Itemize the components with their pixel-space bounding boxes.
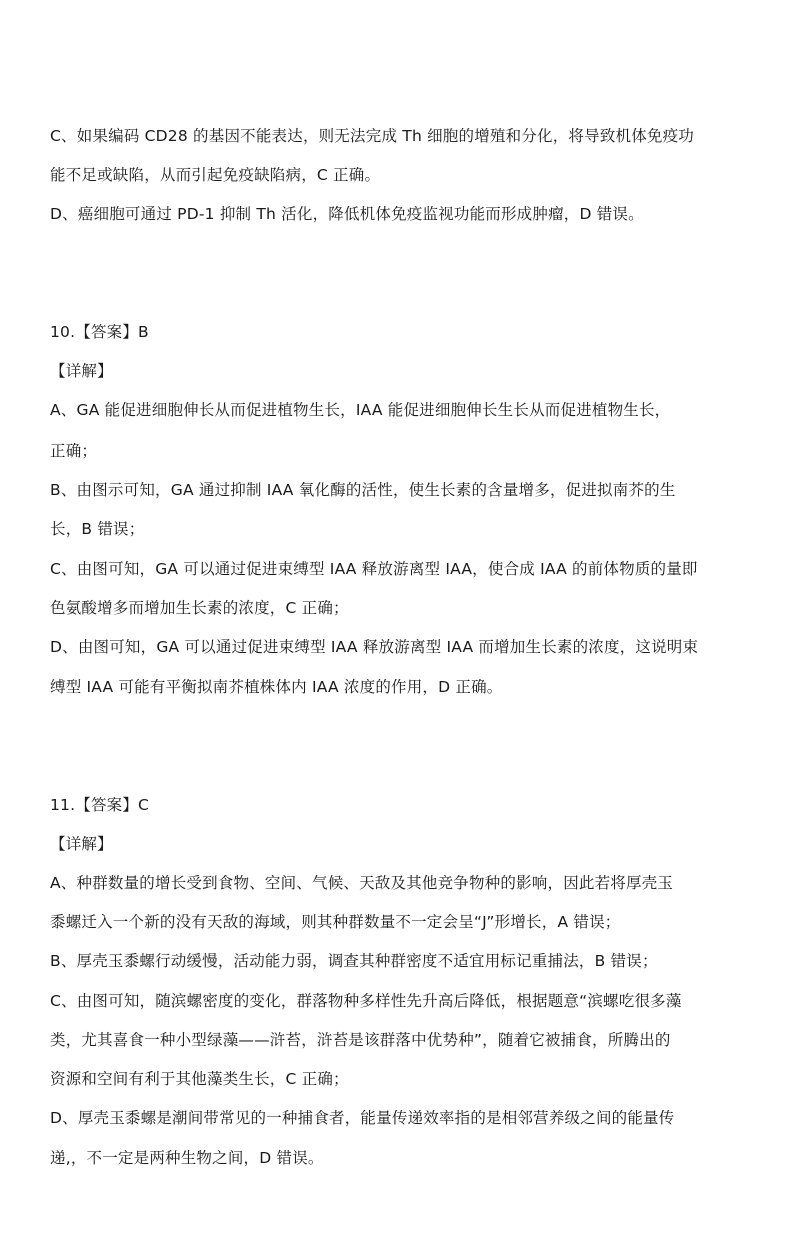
q11-option-a-line1: A、种群数量的增长受到食物、空间、气候、天敌及其他竞争物种的影响，因此若将厚壳玉 xyxy=(50,874,674,892)
q10-option-c-line1: C、由图可知，GA 可以通过促进束缚型 IAA 释放游离型 IAA，使合成 IAA 的前体物质的量即 xyxy=(50,560,698,578)
q10-option-b-line1: B、由图示可知，GA 通过抑制 IAA 氧化酶的活性，使生长素的含量增多，促进拟南芥的生 xyxy=(50,481,676,499)
q9-option-c-line1: C、如果编码 CD28 的基因不能表达，则无法完成 Th 细胞的增殖和分化，将导致机体免疫功 xyxy=(50,127,695,145)
q9-option-c-line2: 能不足或缺陷，从而引起免疫缺陷病，C 正确。 xyxy=(50,166,381,184)
q11-option-c-line2: 类，尤其喜食一种小型绿藻——浒苔，浒苔是该群落中优势种”，随着它被捕食，所腾出的 xyxy=(50,1031,671,1049)
q10-option-d-line1: D、由图可知，GA 可以通过促进束缚型 IAA 释放游离型 IAA 而增加生长素的浓度，这说明束 xyxy=(50,638,699,656)
q10-option-c-line2: 色氨酸增多而增加生长素的浓度，C 正确； xyxy=(50,599,349,617)
q10-answer-heading: 10.【答案】B xyxy=(50,323,149,341)
q9-option-d-line1: D、癌细胞可通过 PD-1 抑制 Th 活化，降低机体免疫监视功能而形成肿瘤，D 错误。 xyxy=(50,205,644,223)
q11-option-b-line1: B、厚壳玉黍螺行动缓慢，活动能力弱，调查其种群密度不适宜用标记重捕法，B 错误； xyxy=(50,952,658,970)
q10-option-d-line2: 缚型 IAA 可能有平衡拟南芥植株体内 IAA 浓度的作用，D 正确。 xyxy=(50,678,503,696)
q10-option-a-line1: A、GA 能促进细胞伸长从而促进植物生长，IAA 能促进细胞伸长生长从而促进植物生长， xyxy=(50,401,671,419)
q11-answer-heading: 11.【答案】C xyxy=(50,796,150,814)
q11-option-c-line3: 资源和空间有利于其他藻类生长，C 正确； xyxy=(50,1070,349,1088)
q11-option-c-line1: C、由图可知，随滨螺密度的变化，群落物种多样性先升高后降低，根据题意“滨螺吃很多藻 xyxy=(50,992,682,1010)
q11-option-d-line1: D、厚壳玉黍螺是潮间带常见的一种捕食者，能量传递效率指的是相邻营养级之间的能量传 xyxy=(50,1109,675,1127)
q11-option-a-line2: 黍螺迁入一个新的没有天敌的海域，则其种群数量不一定会呈“J”形增长，A 错误； xyxy=(50,913,621,931)
q10-option-b-line2: 长，B 错误； xyxy=(50,520,145,538)
q10-detail-heading: 【详解】 xyxy=(50,362,113,380)
q10-option-a-line2: 正确； xyxy=(50,442,98,460)
q11-detail-heading: 【详解】 xyxy=(50,835,113,853)
q11-option-d-line2: 递,，不一定是两种生物之间，D 错误。 xyxy=(50,1149,324,1167)
